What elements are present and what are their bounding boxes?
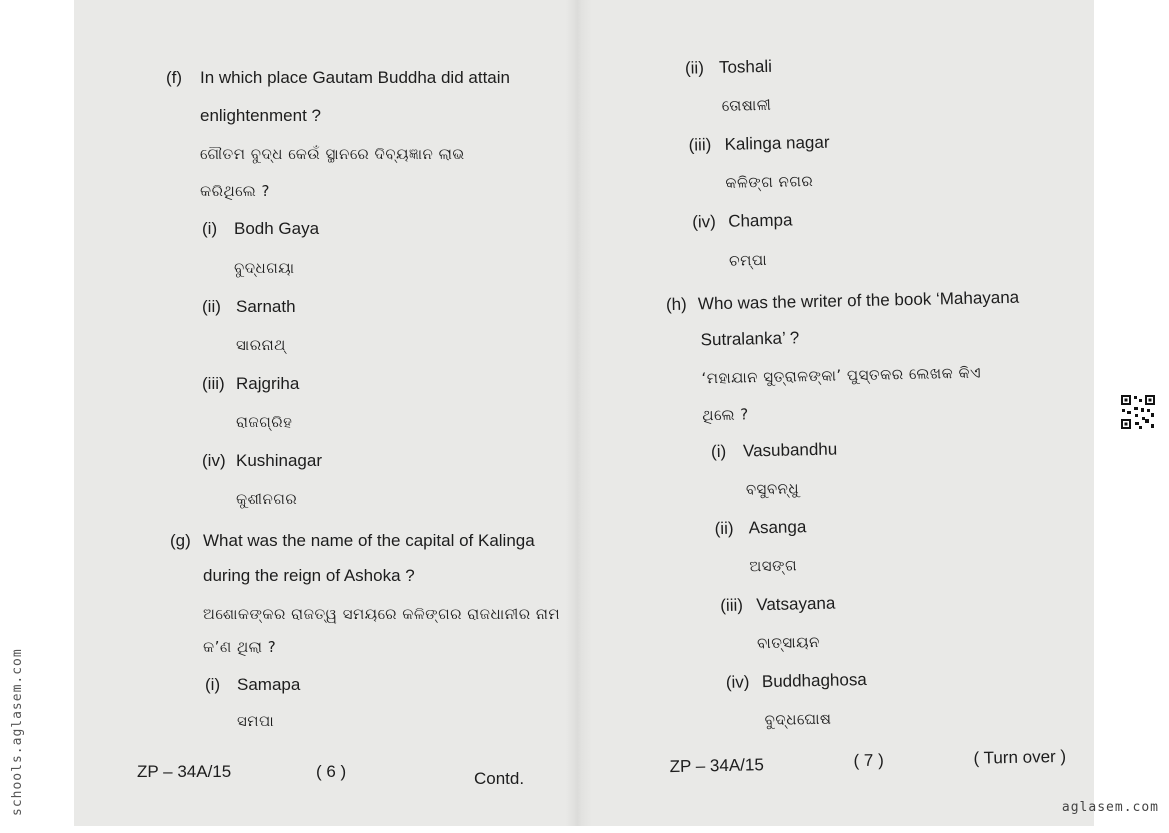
option-text: Champa	[728, 210, 793, 231]
paper-code: ZP – 34A/15	[669, 755, 765, 777]
question-h-text-cont: Sutralanka’ ?	[700, 328, 800, 350]
question-f-odia: ଗୌତମ ବୁଦ୍ଧ କେଉଁ ସ୍ଥାନରେ ଦିବ୍ୟଜ୍ଞାନ ଲାଭ	[200, 145, 465, 163]
question-f-label: (f)	[166, 68, 183, 87]
question-h-text: Who was the writer of the book ‘Mahayana	[697, 287, 1020, 314]
right-page	[572, 0, 1109, 833]
option-odia: ବସୁବନ୍ଧୁ	[745, 479, 800, 499]
question-g-label: (g)	[170, 531, 191, 550]
option-number: (iv)	[725, 672, 750, 692]
page-number: ( 7 )	[853, 750, 884, 771]
option-odia: ରାଜଗ୍ରିହ	[236, 413, 293, 431]
option-text: Asanga	[748, 517, 807, 538]
option-number: (iv)	[202, 451, 226, 470]
option-text: Bodh Gaya	[234, 219, 320, 238]
corner-watermark[interactable]: aglasem.com	[1061, 800, 1159, 815]
page-number: ( 6 )	[316, 762, 347, 781]
option-number: (ii)	[202, 297, 221, 316]
option-odia: ସମପା	[237, 712, 275, 730]
question-f-text-cont: enlightenment ?	[200, 106, 321, 125]
option-number: (ii)	[714, 518, 734, 539]
option-odia: ଚମ୍ପା	[728, 250, 768, 270]
question-h-odia-cont: ଥିଲେ ?	[702, 405, 749, 425]
option-odia: ସାରନାଥ୍	[236, 336, 286, 354]
option-odia: ବୁଦ୍ଧଘୋଷ	[764, 709, 832, 730]
option-number: (i)	[202, 219, 218, 238]
question-h-odia: ‘ମହାଯାନ ସୁତ୍ରାଳଙ୍କା’ ପୁସ୍ତକର ଲେଖକ କିଏ	[701, 363, 982, 388]
left-page	[0, 0, 580, 826]
option-text: Rajgriha	[236, 374, 300, 393]
option-odia: କଳିଙ୍ଗ ନଗର	[725, 171, 814, 192]
option-number: (iii)	[720, 595, 744, 616]
option-number: (ii)	[684, 58, 705, 78]
turn-over-note: ( Turn over )	[973, 746, 1067, 768]
option-number: (i)	[205, 675, 221, 694]
paper-code: ZP – 34A/15	[137, 762, 232, 781]
qr-code-icon	[1120, 394, 1156, 430]
side-watermark[interactable]: schools.aglasem.com	[10, 648, 25, 816]
option-number: (i)	[710, 441, 727, 462]
option-odia: ଅସଙ୍ଗ	[749, 556, 798, 576]
option-odia: କୁଶୀନଗର	[236, 490, 298, 508]
question-g-odia: ଅଶୋକଙ୍କର ରାଜତ୍ୱ ସମୟରେ କଳିଙ୍ଗର ରାଜଧାନୀର ନାମ	[203, 605, 561, 623]
option-text: Toshali	[718, 56, 773, 77]
question-f-text: In which place Gautam Buddha did attain	[200, 68, 510, 87]
option-odia: ବୁଦ୍ଧଗୟା	[234, 259, 295, 277]
option-text: Kushinagar	[236, 451, 323, 470]
option-text: Vasubandhu	[742, 439, 838, 461]
option-odia: ତୋଷାଳୀ	[721, 95, 772, 115]
option-text: Sarnath	[236, 297, 296, 316]
option-odia: ବାତ୍ସାୟନ	[756, 632, 821, 653]
option-number: (iii)	[202, 374, 225, 393]
option-number: (iv)	[692, 212, 717, 232]
option-text: Samapa	[237, 675, 301, 694]
question-g-text-cont: during the reign of Ashoka ?	[203, 566, 415, 585]
option-number: (iii)	[688, 135, 712, 155]
question-g-text: What was the name of the capital of Kalinga	[203, 531, 535, 550]
option-text: Buddhaghosa	[761, 669, 867, 692]
question-g-odia-cont: କ’ଣ ଥିଲା ?	[203, 638, 277, 656]
continued-note: Contd.	[474, 769, 525, 788]
option-text: Kalinga nagar	[724, 132, 830, 154]
question-f-odia-cont: କରିଥିଲେ ?	[200, 182, 270, 200]
option-text: Vatsayana	[756, 593, 836, 615]
question-h-label: (h)	[665, 294, 687, 315]
